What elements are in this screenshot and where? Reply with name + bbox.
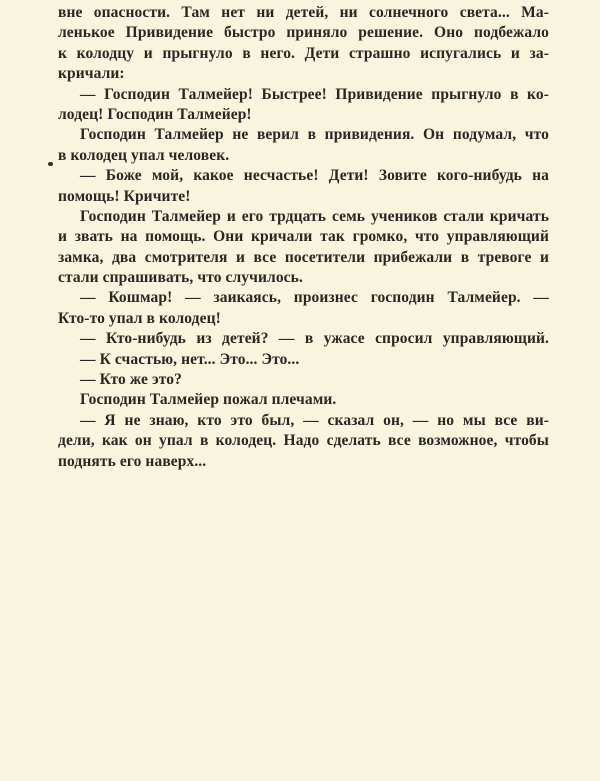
text-line: замка, два смотрителя и все посетители прибежали в тревоге и [58, 248, 549, 266]
text-line: — К счастью, нет... Это... Это... [80, 350, 300, 368]
text-line: — Кто-нибудь из детей? — в ужасе спросил управляющий. [80, 330, 549, 348]
text-line: кричали: [58, 65, 125, 83]
text-line: — Господин Талмейер! Быстрее! Привидение прыгнуло в ко- [80, 85, 549, 103]
text-line: Господин Талмейер и его трдцать семь учеников стали кричать [80, 207, 549, 225]
text-line: дели, как он упал в колодец. Надо сделать все возможное, чтобы [58, 432, 549, 450]
text-line: стали спрашивать, что случилось. [58, 269, 303, 287]
text-line: — Кто же это? [80, 371, 182, 389]
text-line: поднять его наверх... [58, 452, 207, 470]
text-line: Кто-то упал в колодец! [58, 309, 221, 327]
text-line: — Я не знаю, кто это был, — сказал он, — но мы все ви- [80, 411, 549, 429]
text-line: — Боже мой, какое несчастье! Дети! Зовите кого-нибудь на [80, 167, 549, 185]
text-line: ленькое Привидение быстро приняло решение. Оно подбежало [58, 24, 549, 42]
text-line: вне опасности. Там нет ни детей, ни солнечного света... Ма- [58, 4, 549, 21]
text-line: к колодцу и прыгнуло в него. Дети страшно испугались и за- [58, 44, 549, 62]
text-line: и звать на помощь. Они кричали так громко, что управляющий [58, 228, 549, 246]
text-line: лодец! Господин Талмейер! [58, 105, 252, 123]
scan-speck [48, 162, 53, 166]
text-line: Господин Талмейер не верил в привидения. Он подумал, что [80, 126, 549, 144]
book-page-text [58, 3, 549, 472]
text-line: в колодец упал человек. [58, 146, 230, 164]
text-line: — Кошмар! — заикаясь, произнес господин Талмейер. — [80, 289, 549, 307]
text-line: помощь! Кричите! [58, 187, 191, 205]
text-line: Господин Талмейер пожал плечами. [80, 391, 337, 409]
